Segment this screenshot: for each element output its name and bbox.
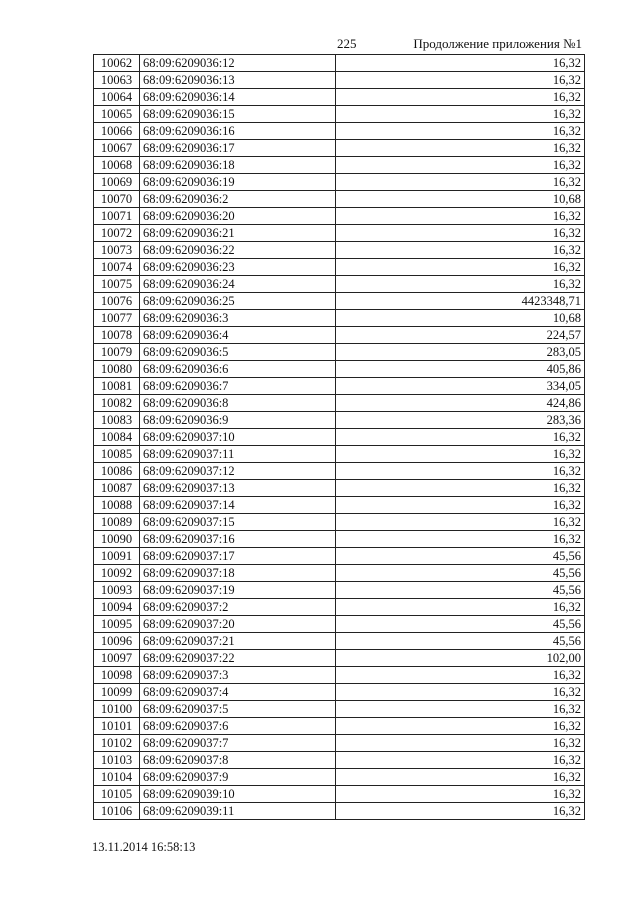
cadastral-number-cell: 68:09:6209036:18 <box>140 157 336 174</box>
value-cell: 45,56 <box>336 548 585 565</box>
cadastral-number-cell: 68:09:6209036:12 <box>140 55 336 72</box>
page-number: 225 <box>337 36 357 51</box>
table-row <box>94 548 585 565</box>
table-body <box>94 55 585 820</box>
row-number-cell: 10074 <box>94 259 140 276</box>
row-number-cell: 10067 <box>94 140 140 157</box>
value-cell: 16,32 <box>336 752 585 769</box>
cadastral-number-cell: 68:09:6209037:14 <box>140 497 336 514</box>
value-cell: 405,86 <box>336 361 585 378</box>
table-row <box>94 803 585 820</box>
cadastral-number-cell: 68:09:6209037:19 <box>140 582 336 599</box>
row-number-cell: 10062 <box>94 55 140 72</box>
row-number-cell: 10093 <box>94 582 140 599</box>
table-row <box>94 327 585 344</box>
cadastral-number-cell: 68:09:6209036:13 <box>140 72 336 89</box>
value-cell: 334,05 <box>336 378 585 395</box>
cadastral-number-cell: 68:09:6209036:16 <box>140 123 336 140</box>
row-number-cell: 10099 <box>94 684 140 701</box>
row-number-cell: 10076 <box>94 293 140 310</box>
value-cell: 16,32 <box>336 123 585 140</box>
value-cell: 16,32 <box>336 480 585 497</box>
value-cell: 16,32 <box>336 463 585 480</box>
cadastral-number-cell: 68:09:6209036:2 <box>140 191 336 208</box>
value-cell: 16,32 <box>336 429 585 446</box>
row-number-cell: 10085 <box>94 446 140 463</box>
table-row <box>94 429 585 446</box>
row-number-cell: 10103 <box>94 752 140 769</box>
value-cell: 16,32 <box>336 157 585 174</box>
table-row <box>94 531 585 548</box>
value-cell: 16,32 <box>336 55 585 72</box>
row-number-cell: 10077 <box>94 310 140 327</box>
row-number-cell: 10090 <box>94 531 140 548</box>
value-cell: 16,32 <box>336 276 585 293</box>
table-row <box>94 259 585 276</box>
cadastral-number-cell: 68:09:6209039:10 <box>140 786 336 803</box>
cadastral-number-cell: 68:09:6209037:11 <box>140 446 336 463</box>
cadastral-number-cell: 68:09:6209037:10 <box>140 429 336 446</box>
cadastral-number-cell: 68:09:6209036:15 <box>140 106 336 123</box>
cadastral-number-cell: 68:09:6209037:4 <box>140 684 336 701</box>
value-cell: 16,32 <box>336 718 585 735</box>
value-cell: 16,32 <box>336 684 585 701</box>
value-cell: 45,56 <box>336 565 585 582</box>
table-row <box>94 225 585 242</box>
cadastral-number-cell: 68:09:6209037:3 <box>140 667 336 684</box>
row-number-cell: 10082 <box>94 395 140 412</box>
row-number-cell: 10102 <box>94 735 140 752</box>
row-number-cell: 10083 <box>94 412 140 429</box>
value-cell: 16,32 <box>336 72 585 89</box>
cadastral-number-cell: 68:09:6209037:5 <box>140 701 336 718</box>
table-row <box>94 276 585 293</box>
row-number-cell: 10097 <box>94 650 140 667</box>
value-cell: 10,68 <box>336 191 585 208</box>
cadastral-number-cell: 68:09:6209036:22 <box>140 242 336 259</box>
cadastral-number-cell: 68:09:6209037:7 <box>140 735 336 752</box>
table-row <box>94 106 585 123</box>
table-row <box>94 55 585 72</box>
cadastral-number-cell: 68:09:6209037:20 <box>140 616 336 633</box>
table-row <box>94 582 585 599</box>
row-number-cell: 10104 <box>94 769 140 786</box>
row-number-cell: 10091 <box>94 548 140 565</box>
table-row <box>94 208 585 225</box>
row-number-cell: 10066 <box>94 123 140 140</box>
table-row <box>94 565 585 582</box>
row-number-cell: 10072 <box>94 225 140 242</box>
cadastral-number-cell: 68:09:6209036:17 <box>140 140 336 157</box>
value-cell: 16,32 <box>336 89 585 106</box>
value-cell: 16,32 <box>336 531 585 548</box>
cadastral-number-cell: 68:09:6209037:16 <box>140 531 336 548</box>
row-number-cell: 10080 <box>94 361 140 378</box>
value-cell: 16,32 <box>336 140 585 157</box>
table-row <box>94 735 585 752</box>
value-cell: 16,32 <box>336 446 585 463</box>
row-number-cell: 10096 <box>94 633 140 650</box>
table-row <box>94 412 585 429</box>
row-number-cell: 10095 <box>94 616 140 633</box>
table-row <box>94 191 585 208</box>
cadastral-number-cell: 68:09:6209036:24 <box>140 276 336 293</box>
value-cell: 16,32 <box>336 174 585 191</box>
row-number-cell: 10075 <box>94 276 140 293</box>
table-row <box>94 157 585 174</box>
value-cell: 45,56 <box>336 616 585 633</box>
row-number-cell: 10089 <box>94 514 140 531</box>
value-cell: 4423348,71 <box>336 293 585 310</box>
table-row <box>94 667 585 684</box>
row-number-cell: 10092 <box>94 565 140 582</box>
row-number-cell: 10071 <box>94 208 140 225</box>
value-cell: 224,57 <box>336 327 585 344</box>
cadastral-number-cell: 68:09:6209037:8 <box>140 752 336 769</box>
cadastral-number-cell: 68:09:6209036:6 <box>140 361 336 378</box>
cadastral-number-cell: 68:09:6209039:11 <box>140 803 336 820</box>
table-row <box>94 480 585 497</box>
table-row <box>94 718 585 735</box>
cadastral-number-cell: 68:09:6209037:9 <box>140 769 336 786</box>
table-row <box>94 786 585 803</box>
table-row <box>94 684 585 701</box>
row-number-cell: 10081 <box>94 378 140 395</box>
table-row <box>94 174 585 191</box>
value-cell: 16,32 <box>336 769 585 786</box>
table-row <box>94 395 585 412</box>
cadastral-number-cell: 68:09:6209037:21 <box>140 633 336 650</box>
row-number-cell: 10078 <box>94 327 140 344</box>
cadastral-number-cell: 68:09:6209036:8 <box>140 395 336 412</box>
row-number-cell: 10063 <box>94 72 140 89</box>
row-number-cell: 10105 <box>94 786 140 803</box>
row-number-cell: 10098 <box>94 667 140 684</box>
table-row <box>94 140 585 157</box>
row-number-cell: 10088 <box>94 497 140 514</box>
value-cell: 16,32 <box>336 497 585 514</box>
table-row <box>94 752 585 769</box>
table-row <box>94 242 585 259</box>
table-row <box>94 123 585 140</box>
cadastral-number-cell: 68:09:6209037:22 <box>140 650 336 667</box>
cadastral-number-cell: 68:09:6209036:20 <box>140 208 336 225</box>
table-row <box>94 293 585 310</box>
cadastral-number-cell: 68:09:6209037:18 <box>140 565 336 582</box>
row-number-cell: 10087 <box>94 480 140 497</box>
value-cell: 283,36 <box>336 412 585 429</box>
row-number-cell: 10084 <box>94 429 140 446</box>
cadastral-number-cell: 68:09:6209037:15 <box>140 514 336 531</box>
cadastral-number-cell: 68:09:6209037:17 <box>140 548 336 565</box>
row-number-cell: 10100 <box>94 701 140 718</box>
table-row <box>94 344 585 361</box>
row-number-cell: 10064 <box>94 89 140 106</box>
table-row <box>94 497 585 514</box>
table-row <box>94 378 585 395</box>
cadastral-number-cell: 68:09:6209036:3 <box>140 310 336 327</box>
row-number-cell: 10073 <box>94 242 140 259</box>
table-row <box>94 463 585 480</box>
cadastral-number-cell: 68:09:6209037:6 <box>140 718 336 735</box>
cadastral-number-cell: 68:09:6209036:4 <box>140 327 336 344</box>
cadastral-number-cell: 68:09:6209037:13 <box>140 480 336 497</box>
value-cell: 16,32 <box>336 106 585 123</box>
cadastral-number-cell: 68:09:6209036:5 <box>140 344 336 361</box>
cadastral-number-cell: 68:09:6209036:23 <box>140 259 336 276</box>
value-cell: 45,56 <box>336 633 585 650</box>
cadastral-number-cell: 68:09:6209036:7 <box>140 378 336 395</box>
table-row <box>94 616 585 633</box>
table-row <box>94 633 585 650</box>
value-cell: 16,32 <box>336 786 585 803</box>
table-row <box>94 701 585 718</box>
value-cell: 45,56 <box>336 582 585 599</box>
table-row <box>94 650 585 667</box>
row-number-cell: 10101 <box>94 718 140 735</box>
table-row <box>94 769 585 786</box>
table-row <box>94 310 585 327</box>
value-cell: 424,86 <box>336 395 585 412</box>
value-cell: 16,32 <box>336 225 585 242</box>
row-number-cell: 10094 <box>94 599 140 616</box>
page-header <box>0 36 640 54</box>
value-cell: 16,32 <box>336 242 585 259</box>
appendix-title: Продолжение приложения №1 <box>413 36 582 51</box>
value-cell: 16,32 <box>336 735 585 752</box>
row-number-cell: 10106 <box>94 803 140 820</box>
value-cell: 16,32 <box>336 667 585 684</box>
table-row <box>94 514 585 531</box>
row-number-cell: 10086 <box>94 463 140 480</box>
footer-timestamp: 13.11.2014 16:58:13 <box>92 840 196 854</box>
row-number-cell: 10068 <box>94 157 140 174</box>
row-number-cell: 10070 <box>94 191 140 208</box>
table-row <box>94 89 585 106</box>
value-cell: 16,32 <box>336 259 585 276</box>
value-cell: 102,00 <box>336 650 585 667</box>
table-row <box>94 446 585 463</box>
value-cell: 16,32 <box>336 701 585 718</box>
value-cell: 283,05 <box>336 344 585 361</box>
cadastral-number-cell: 68:09:6209036:9 <box>140 412 336 429</box>
cadastral-table <box>93 54 585 820</box>
value-cell: 16,32 <box>336 599 585 616</box>
cadastral-number-cell: 68:09:6209037:2 <box>140 599 336 616</box>
cadastral-number-cell: 68:09:6209036:21 <box>140 225 336 242</box>
value-cell: 16,32 <box>336 514 585 531</box>
row-number-cell: 10079 <box>94 344 140 361</box>
cadastral-number-cell: 68:09:6209036:25 <box>140 293 336 310</box>
row-number-cell: 10069 <box>94 174 140 191</box>
value-cell: 16,32 <box>336 803 585 820</box>
cadastral-number-cell: 68:09:6209037:12 <box>140 463 336 480</box>
table-row <box>94 599 585 616</box>
value-cell: 10,68 <box>336 310 585 327</box>
row-number-cell: 10065 <box>94 106 140 123</box>
value-cell: 16,32 <box>336 208 585 225</box>
cadastral-number-cell: 68:09:6209036:14 <box>140 89 336 106</box>
table-row <box>94 72 585 89</box>
cadastral-number-cell: 68:09:6209036:19 <box>140 174 336 191</box>
table-row <box>94 361 585 378</box>
